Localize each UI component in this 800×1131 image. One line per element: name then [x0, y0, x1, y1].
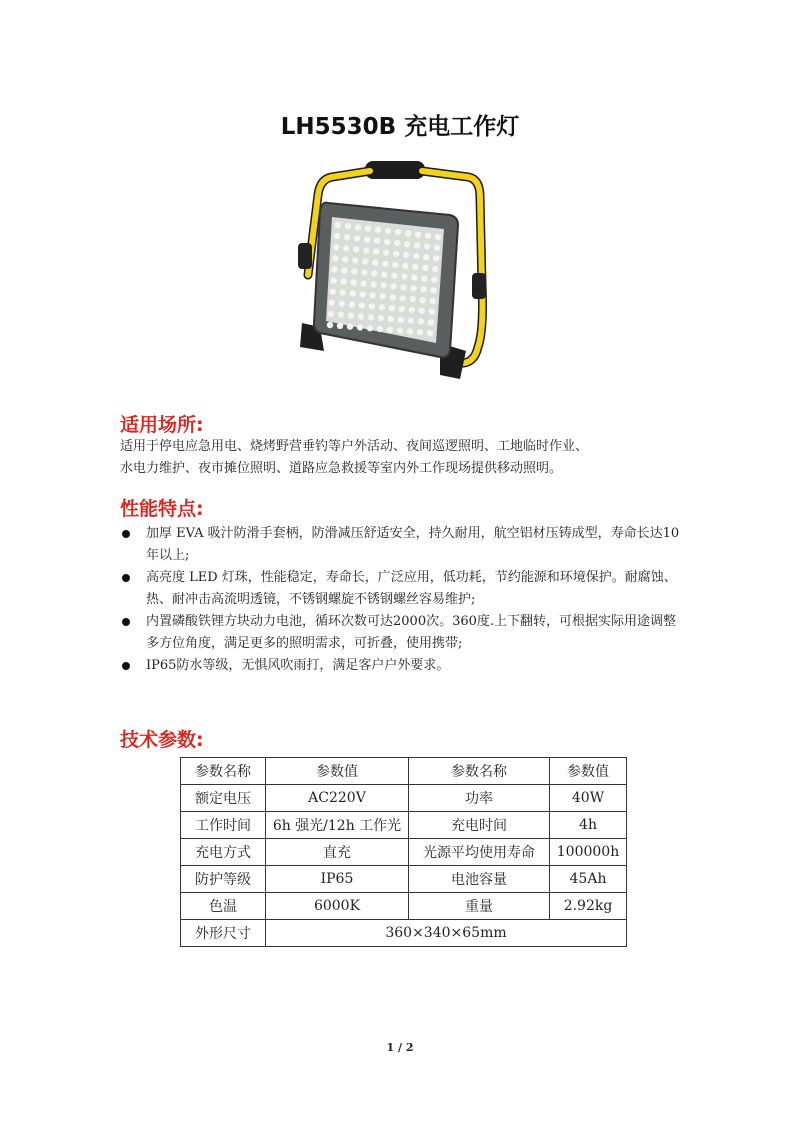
led-dot — [408, 317, 414, 323]
cell: 额定电压 — [181, 785, 266, 812]
cell: 45Ah — [550, 866, 627, 893]
led-dot — [330, 289, 336, 295]
cell: 外形尺寸 — [181, 920, 266, 947]
led-dot — [378, 315, 384, 321]
led-dot — [329, 300, 335, 306]
header-cell: 参数值 — [266, 758, 409, 785]
led-dot — [367, 325, 373, 331]
header-cell: 参数名称 — [181, 758, 266, 785]
led-dot — [420, 286, 426, 292]
led-dot — [411, 274, 417, 280]
led-dot — [389, 305, 395, 311]
cell: 色温 — [181, 893, 266, 920]
cell: 充电方式 — [181, 839, 266, 866]
led-dot — [387, 327, 393, 333]
led-dot — [347, 323, 353, 329]
spec-table — [180, 757, 627, 947]
led-dot — [327, 322, 333, 328]
table-row — [181, 920, 627, 947]
led-dot — [394, 240, 400, 246]
led-dot — [410, 285, 416, 291]
work-light-image — [290, 155, 500, 390]
led-dot — [332, 255, 338, 261]
led-dot — [350, 279, 356, 285]
led-dot — [428, 319, 434, 325]
bullet-icon — [122, 662, 130, 670]
led-dot — [419, 308, 425, 314]
bullet-icon — [122, 530, 130, 538]
led-dot — [341, 267, 347, 273]
led-dot — [380, 293, 386, 299]
usage-line: 水电力维护、夜市摊位照明、道路应急救援等室内外工作现场提供移动照明。 — [120, 461, 563, 476]
led-dot — [355, 224, 361, 230]
led-dot — [380, 282, 386, 288]
led-dot — [373, 249, 379, 255]
feature-text: IP65防水等级，无惧风吹雨打，满足客户户外要求。 — [146, 658, 450, 673]
led-dot — [381, 271, 387, 277]
page-number: 1 / 2 — [386, 1041, 414, 1054]
table-row — [181, 839, 627, 866]
led-dot — [430, 298, 436, 304]
led-dot — [431, 277, 437, 283]
led-dot — [342, 256, 348, 262]
led-dot — [434, 245, 440, 251]
feature-item — [120, 655, 688, 677]
cell: 光源平均使用寿命 — [409, 839, 550, 866]
cell: IP65 — [266, 866, 409, 893]
table-row — [181, 866, 627, 893]
led-dot — [351, 268, 357, 274]
feature-text: 内置磷酸铁锂方块动力电池，循环次数可达2000次。360度.上下翻转，可根据实际用途调整多方位角度，满足更多的照明需求，可折叠，使用携带; — [146, 614, 677, 651]
led-dot — [422, 265, 428, 271]
led-dot — [358, 313, 364, 319]
header-cell: 参数名称 — [409, 758, 550, 785]
cell: 重量 — [409, 893, 550, 920]
led-dot — [333, 244, 339, 250]
cell: 电池容量 — [409, 866, 550, 893]
cell: AC220V — [266, 785, 409, 812]
led-dot — [339, 301, 345, 307]
led-dot — [360, 280, 366, 286]
led-dot — [370, 292, 376, 298]
led-dot — [425, 233, 431, 239]
led-dot — [353, 246, 359, 252]
cell: 直充 — [266, 839, 409, 866]
led-dot — [352, 257, 358, 263]
led-dot — [403, 252, 409, 258]
led-dot — [331, 266, 337, 272]
led-dot — [420, 297, 426, 303]
led-dot — [374, 238, 380, 244]
led-dot — [359, 302, 365, 308]
header-cell: 参数值 — [550, 758, 627, 785]
led-dot — [391, 272, 397, 278]
led-dot — [390, 294, 396, 300]
features-heading: 性能特点: — [120, 498, 204, 520]
led-dot — [409, 307, 415, 313]
feature-text: 高亮度 LED 灯珠，性能稳定，寿命长，广泛应用，低功耗，节约能源和环境保护。耐腐蚀、热、耐冲击高流明透镜，不锈钢螺旋不锈钢螺丝容易维护; — [146, 570, 677, 607]
led-dot — [405, 230, 411, 236]
led-dot — [364, 236, 370, 242]
specs-heading: 技术参数: — [120, 729, 204, 751]
usage-line: 适用于停电应急用电、烧烤野营垂钓等户外活动、夜间巡逻照明、工地临时作业、 — [120, 439, 589, 454]
page-title: LH5530B 充电工作灯 — [280, 114, 520, 140]
led-dot — [337, 323, 343, 329]
led-dot — [412, 264, 418, 270]
led-dot — [330, 277, 336, 283]
led-dot — [429, 309, 435, 315]
led-dot — [393, 251, 399, 257]
led-dot — [354, 235, 360, 241]
led-dot — [399, 306, 405, 312]
led-dot — [430, 287, 436, 293]
led-dot — [423, 254, 429, 260]
led-dot — [421, 275, 427, 281]
led-dot — [340, 278, 346, 284]
led-dot — [383, 250, 389, 256]
led-dot — [418, 318, 424, 324]
led-dot — [413, 253, 419, 259]
led-dot — [384, 239, 390, 245]
led-dot — [415, 231, 421, 237]
led-dot — [349, 301, 355, 307]
led-dot — [361, 269, 367, 275]
led-dot — [328, 311, 334, 317]
led-dot — [368, 314, 374, 320]
led-dot — [344, 234, 350, 240]
feature-text: 加厚 EVA 吸汁防滑手套柄，防滑减压舒适安全，持久耐用，航空铝材压铸成型，寿命长达10年以上; — [146, 526, 680, 563]
led-dot — [338, 312, 344, 318]
led-dot — [433, 255, 439, 261]
led-dot — [404, 241, 410, 247]
led-dot — [340, 289, 346, 295]
led-dot — [407, 328, 413, 334]
led-dot — [417, 329, 423, 335]
table-header-row — [181, 758, 627, 785]
led-dot — [395, 229, 401, 235]
led-dot — [427, 330, 433, 336]
usage-heading: 适用场所: — [120, 414, 204, 436]
cell: 100000h — [550, 839, 627, 866]
led-dot — [397, 327, 403, 333]
led-dot — [334, 233, 340, 239]
led-dot — [424, 243, 430, 249]
led-dot — [385, 228, 391, 234]
table-row — [181, 893, 627, 920]
cell: 40W — [550, 785, 627, 812]
led-dot — [357, 324, 363, 330]
cell: 工作时间 — [181, 812, 266, 839]
led-dot — [402, 263, 408, 269]
led-dot — [382, 261, 388, 267]
cell: 2.92kg — [550, 893, 627, 920]
led-dot — [401, 273, 407, 279]
led-dot — [350, 290, 356, 296]
cell: 防护等级 — [181, 866, 266, 893]
table-row — [181, 812, 627, 839]
led-dot — [345, 223, 351, 229]
bullet-icon — [122, 574, 130, 582]
feature-item — [120, 567, 688, 611]
cell: 6h 强光/12h 工作光 — [266, 812, 409, 839]
led-dot — [370, 281, 376, 287]
led-dot — [388, 316, 394, 322]
led-dot — [414, 242, 420, 248]
led-dot — [392, 262, 398, 268]
usage-text — [120, 436, 680, 480]
led-dot — [390, 283, 396, 289]
led-dot — [379, 304, 385, 310]
feature-item — [120, 523, 688, 567]
cell: 充电时间 — [409, 812, 550, 839]
led-dot — [372, 259, 378, 265]
led-dot — [369, 303, 375, 309]
led-dot — [432, 266, 438, 272]
cell: 功率 — [409, 785, 550, 812]
led-dot — [435, 234, 441, 240]
cell: 4h — [550, 812, 627, 839]
led-dot — [398, 317, 404, 323]
led-dot — [371, 270, 377, 276]
led-dot — [335, 222, 341, 228]
feature-item — [120, 611, 688, 655]
led-dot — [365, 225, 371, 231]
table-row — [181, 785, 627, 812]
led-dot — [360, 291, 366, 297]
features-list — [120, 523, 688, 677]
led-dot — [375, 227, 381, 233]
led-dot — [377, 326, 383, 332]
led-dot — [343, 245, 349, 251]
led-dot — [400, 284, 406, 290]
cell: 360×340×65mm — [266, 920, 627, 947]
led-dot — [400, 295, 406, 301]
bullet-icon — [122, 618, 130, 626]
led-dot — [348, 312, 354, 318]
cell: 6000K — [266, 893, 409, 920]
led-dot — [362, 258, 368, 264]
led-dot — [363, 247, 369, 253]
led-dot — [410, 296, 416, 302]
